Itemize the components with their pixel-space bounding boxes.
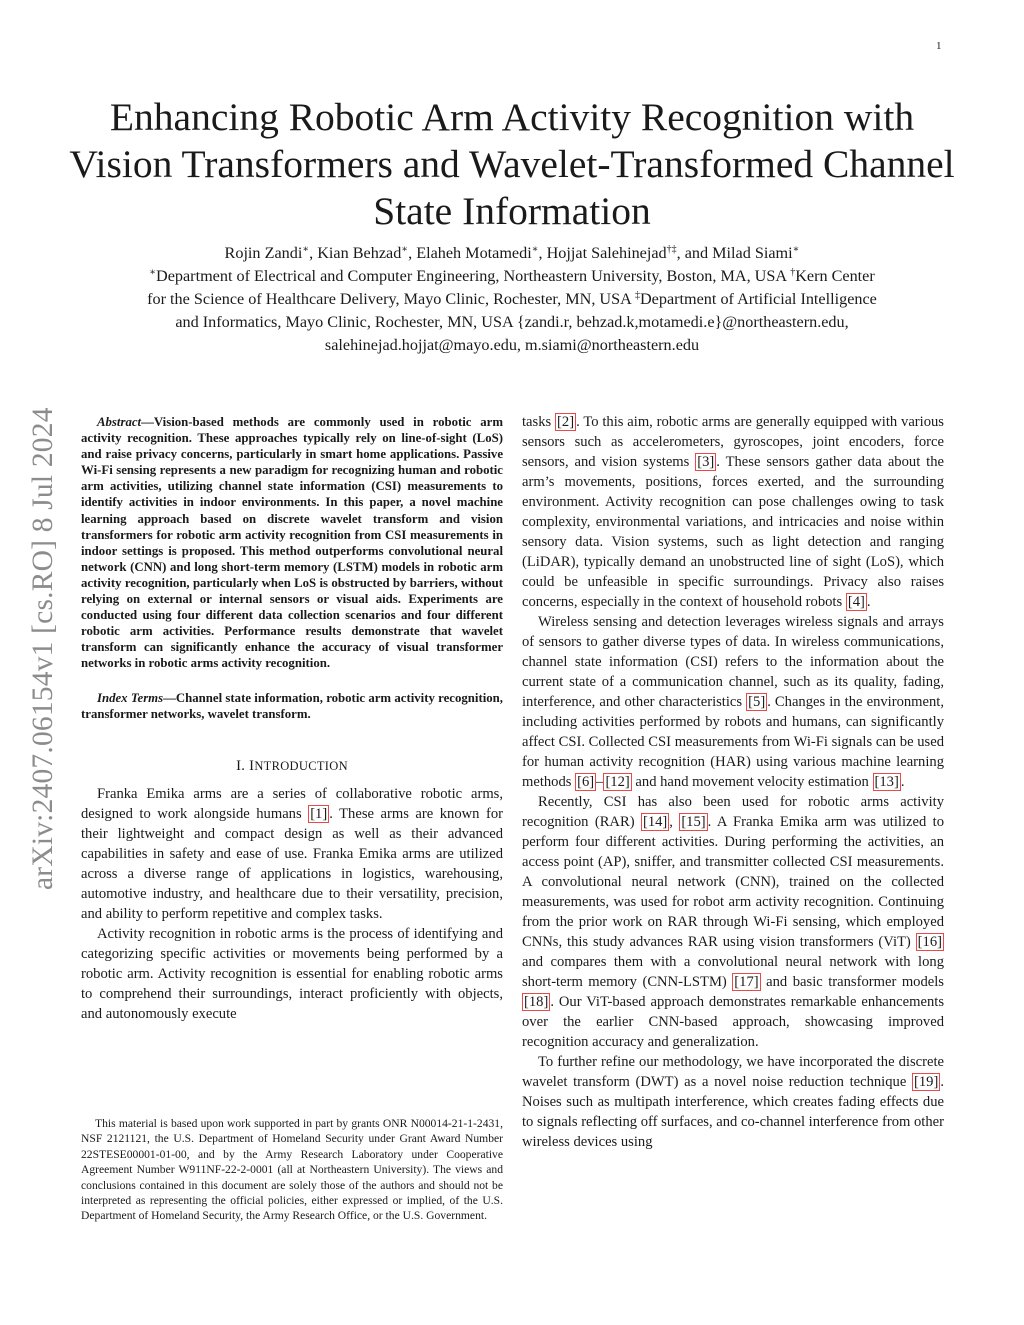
citation-link[interactable]: [6] bbox=[577, 774, 595, 790]
paragraph: Activity recognition in robotic arms is the process of identifying and categorizing specific activities or movements being performed by a robotic arm. Activity recognition is essential for enabling robotic arms to comprehend their surroundings, interact proficiently with objects, and autonomously execute bbox=[81, 925, 503, 1022]
author-name: , and Milad Siami bbox=[676, 244, 793, 262]
funding-footnote: This material is based upon work supported in part by grants ONR N00014-21-1-2431, NSF 2121121, the U.S. Department of Homeland Security under Grant Award Number 22STESE00001-01-00, and by the Army Research Laboratory under Cooperative Agreement Number W911NF-22-2-0001 (all at Northeastern University). The views and conclusions contained in this document are solely those of the authors and should not be interpreted as representing the official policies, either expressed or implied, of the U.S. Department of Homeland Security, the Army Research Office, or the U.S. Government. bbox=[81, 1117, 503, 1223]
affiliation-emails: and Informatics, Mayo Clinic, Rochester, MN, USA {zandi.r, behzad.k,motamedi.e}@northeastern.edu, bbox=[175, 313, 849, 331]
affiliation-mark: ∗ bbox=[149, 267, 157, 278]
index-terms-label: Index Terms bbox=[97, 690, 164, 705]
citation-link[interactable]: [16] bbox=[917, 934, 942, 950]
affiliation-mark: ∗ bbox=[531, 244, 539, 255]
author-name: , Elaheh Motamedi bbox=[408, 244, 532, 262]
arxiv-identifier-watermark[interactable]: arXiv:2407.06154v1 [cs.RO] 8 Jul 2024 bbox=[27, 407, 59, 890]
paragraph: Wireless sensing and detection leverages wireless signals and arrays of sensors to gather diverse types of data. In wireless communications, channel state information (CSI) refers to the information about the current state of a communication channel, such as its quality, fading, interference, and other characteristics [5] . Changes in the environment, including activities performed by robots and humans, can significantly affect CSI. Collected CSI measurements from Wi-Fi signals can be used for human activity recognition (HAR) using various machine learning methods [6] – [12] and hand movement velocity estimation [13] . bbox=[522, 614, 944, 790]
citation-link[interactable]: [19] bbox=[914, 1074, 939, 1090]
affiliation-line bbox=[60, 288, 964, 311]
citation-link[interactable]: [12] bbox=[605, 774, 630, 790]
paper-title: Enhancing Robotic Arm Activity Recognition with Vision Transformers and Wavelet-Transformed Channel State Information bbox=[69, 95, 955, 233]
section-heading bbox=[81, 756, 503, 776]
abstract-text: —Vision-based methods are commonly used in robotic arm activity recognition. These approaches typically rely on line-of-sight (LoS) and raise privacy concerns, particularly in smart home applications. Passive Wi-Fi sensing represents a new paradigm for recognizing human and robotic arm activities, utilizing channel state information (CSI) measurements to identify activities in indoor environments. In this paper, a novel machine learning approach based on discrete wavelet transform and vision transformers for robotic arm activity recognition from CSI measurements in indoor settings is proposed. This method outperforms convolutional neural network (CNN) and long short-term memory (LSTM) models in robotic arm activity recognition, particularly when LoS is obstructed by barriers, without relying on external or internal sensors or visual aids. Experiments are conducted using four different data collection scenarios and four different robotic arm activities. Performance results demonstrate that wavelet transform can significantly enhance the accuracy of visual transformer networks in robotic arms activity recognition. bbox=[81, 415, 503, 671]
citation-link[interactable]: [17] bbox=[734, 974, 759, 990]
citation-link[interactable]: [2] bbox=[557, 414, 575, 430]
index-terms-text: —Channel state information, robotic arm activity recognition, transformer networks, wavelet transform. bbox=[81, 690, 503, 721]
affiliation-mark: ∗ bbox=[401, 244, 409, 255]
left-column bbox=[81, 414, 503, 1024]
citation-link[interactable]: [3] bbox=[697, 454, 715, 470]
affiliation-mark: ‡ bbox=[634, 290, 640, 301]
paragraph: To further refine our methodology, we have incorporated the discrete wavelet transform (DWT) as a novel noise reduction technique [19] . Noises such as multipath interference, which creates fading effects due to signals reflecting off surfaces, and co-channel interference from other wireless devices using bbox=[522, 1054, 944, 1150]
citation-link[interactable]: [18] bbox=[524, 994, 549, 1010]
section-number: I. bbox=[236, 757, 250, 774]
citation-link[interactable]: [15] bbox=[681, 814, 706, 830]
paragraph: Recently, CSI has also been used for robotic arms activity recognition (RAR) [14] , [15] . A Franka Emika arm was utilized to perform four different activities. During performing the activities, an access point (AP), sniffer, and transmitter collected CSI measurements. A convolutional neural network (CNN), trained on the collected measurements, was used for robot arm activity recognition. Continuing from the prior work on RAR through Wi-Fi sensing, which employed CNNs, this study advances RAR using vision transformers (ViT) [16] and compares them with a convolutional neural network with long short-term memory (CNN-LSTM) [17] and basic transformer models [18] . Our ViT-based approach demonstrates remarkable enhancements over the earlier CNN-based approach, showcasing improved recognition accuracy and generalization. bbox=[522, 794, 944, 1050]
affiliation-text: for the Science of Healthcare Delivery, Mayo Clinic, Rochester, MN, USA bbox=[147, 290, 635, 308]
abstract bbox=[81, 414, 503, 672]
affiliation-text: Kern Center bbox=[795, 267, 875, 285]
citation-link[interactable]: [14] bbox=[642, 814, 668, 830]
affiliation-mark: † bbox=[790, 267, 796, 278]
page-number: 1 bbox=[936, 40, 942, 52]
citation-link[interactable]: [13] bbox=[874, 774, 899, 790]
author-name: Rojin Zandi bbox=[224, 244, 303, 262]
affiliation-line bbox=[60, 265, 964, 288]
affiliation-mark: ∗ bbox=[792, 244, 800, 255]
author-name: , Hojjat Salehinejad bbox=[538, 244, 667, 262]
paragraph: tasks [2] . To this aim, robotic arms are generally equipped with various sensors such as accelerometers, gyroscopes, joint encoders, force sensors, and vision systems [3] . These sensors gather data about the arm’s movements, positions, forces exerted, and the surrounding environment. Activity recognition can pose challenges owing to task complexity, environmental variations, and intricacies and noise within sensory data. Vision systems, such as light detection and ranging (LiDAR), typically demand an unobstructed line of sight (LoS), which could be unfeasible in specific surroundings. Privacy also raises concerns, especially in the context of household robots [4] . bbox=[522, 414, 944, 610]
affiliation-mark: †‡ bbox=[666, 244, 677, 255]
citation-link[interactable]: [5] bbox=[748, 694, 766, 710]
affiliation-text: Department of Electrical and Computer Engineering, Northeastern University, Boston, MA, USA bbox=[156, 267, 791, 285]
author-name: , Kian Behzad bbox=[309, 244, 402, 262]
paragraph: Franka Emika arms are a series of collaborative robotic arms, designed to work alongside humans [1] . These arms are known for their lightweight and compact design as well as their advanced capabilities in safety and ease of use. Franka Emika arms are utilized across a diverse range of applications in logistics, warehousing, automotive industry, and healthcare due to their versatility, precision, and ability to perform repetitive and complex tasks. bbox=[81, 785, 503, 922]
abstract-label: Abstract bbox=[97, 415, 142, 429]
affiliation-text: Department of Artificial Intelligence bbox=[639, 290, 877, 308]
author-list bbox=[60, 242, 964, 265]
section-title-rest: NTRODUCTION bbox=[254, 758, 348, 773]
affiliation-emails: salehinejad.hojjat@mayo.edu, m.siami@northeastern.edu bbox=[324, 336, 700, 354]
citation-link[interactable]: [1] bbox=[310, 805, 328, 822]
citation-link[interactable]: [4] bbox=[847, 594, 865, 610]
index-terms bbox=[81, 690, 503, 722]
section-title-initial: I bbox=[249, 757, 255, 774]
right-column bbox=[522, 412, 944, 1152]
affiliation-mark: ∗ bbox=[302, 244, 310, 255]
